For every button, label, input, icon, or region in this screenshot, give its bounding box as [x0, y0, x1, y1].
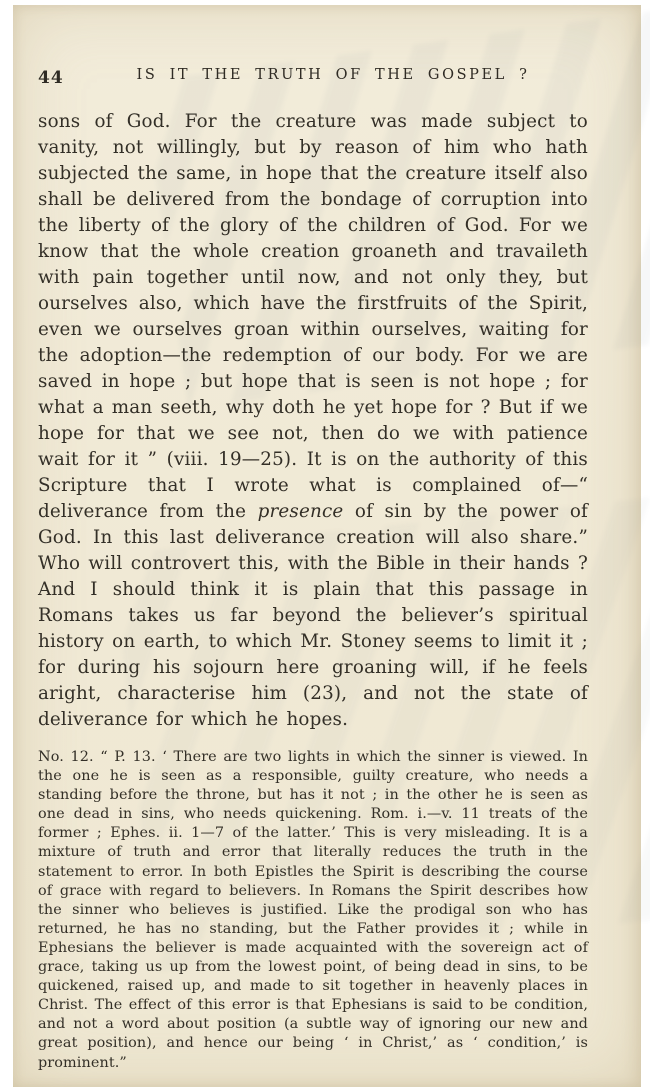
page-content [38, 109, 588, 1073]
page-header [38, 67, 598, 91]
quoted-objection-paragraph: No. 12. “ P. 13. ‘ There are two lights in which the sinner is viewed. In the one he is seen as a responsible, guilty creature, who needs a standing before the throne, but has it not ; in the other he is seen as one dead in sins, who needs quickening. Rom. i.—v. 11 treats of the former ; Ephes. ii. 1—7 of the latter.’ This is very misleading. It is a mixture of truth and error that literally reduces the truth in the statement to error. In both Epistles the Spirit is describing the course of grace with regard to believers. In Romans the Spirit describes how the sinner who believes is justified. Like the prodigal son who has returned, he has no standing, but the Father provides it ; while in Ephesians the believer is made acquainted with the sovereign act of grace, taking us up from the lowest point, of being dead in sins, to be quickened, raised up, and made to sit together in heavenly places in Christ. The effect of this error is that Ephesians is said to be condition, and not a word about position (a subtle way of ignoring our new and great position), and hence our being ‘ in Christ,’ as ‘ condition,’ is prominent.” [38, 749, 588, 1071]
running-header-title: IS IT THE TRUTH OF THE GOSPEL ? [136, 67, 530, 83]
main-paragraph [38, 109, 588, 733]
paper-page [13, 5, 641, 1087]
main-paragraph-text-1: sons of God. For the creature was made subject to vanity, not willingly, but by reason of him who hath subjected the same, in hope that the creature itself also shall be delivered from the bondage of corruption into the liberty of the glory of the children of God. For we know that the whole creation groaneth and travaileth with pain together until now, and not only they, but ourselves also, which have the firstfruits of the Spirit, even we ourselves groan within ourselves, waiting for the adoption—the redemption of our body. For we are saved in hope ; but hope that is seen is not hope ; for what a man seeth, why doth he yet hope for ? But if we hope for that we see not, then do we with patience wait for it ” (viii. 19—25). It is on the authority of this Scripture that I wrote what is complained of—“ deliverance from the [38, 111, 588, 522]
italic-word-presence: presence [257, 501, 344, 522]
main-paragraph-text-2: of sin by the power of God. In this last deliverance creation will also share.” Who will controvert this, with the Bible in their hands ? And I should think it is plain that this passage in Romans takes us far beyond the believer’s spiritual history on earth, to which Mr. Stoney seems to limit it ; for during his sojourn here groaning will, if he feels aright, characterise him (23), and not the state of deliverance for which he hopes. [38, 501, 588, 730]
page-number: 44 [38, 68, 64, 88]
